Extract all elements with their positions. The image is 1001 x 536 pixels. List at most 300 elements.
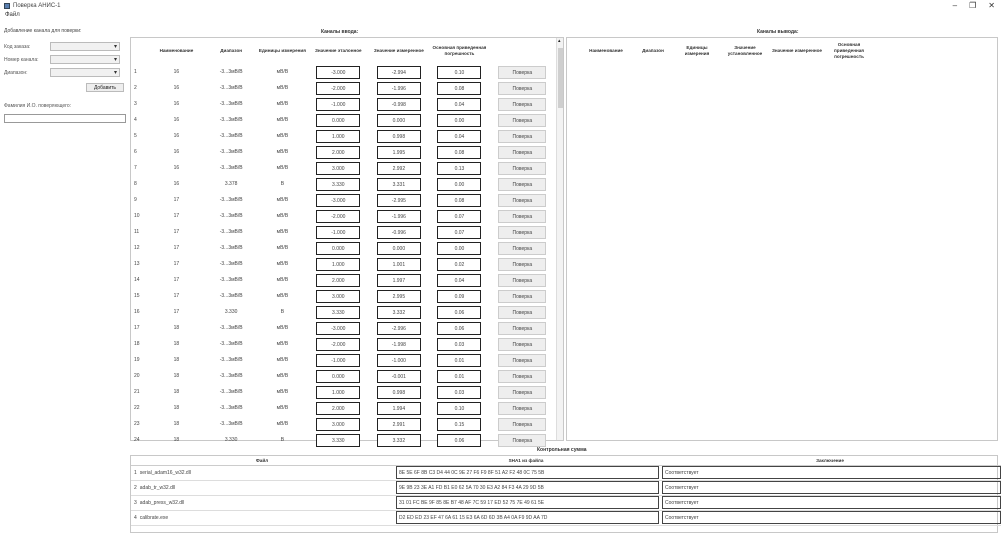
table-row: [131, 80, 555, 96]
scroll-up-icon[interactable]: ▴: [558, 38, 561, 44]
column-header: Основная приведенная погрешность: [432, 45, 487, 56]
channel-name-cell: 17: [173, 309, 180, 315]
order-code-combo[interactable]: [50, 42, 120, 51]
conclusion-value: Соответствует: [662, 466, 1001, 479]
conclusion-cell: [659, 510, 1001, 525]
error-value-field: 0.06: [437, 306, 481, 319]
table-row: [131, 256, 555, 272]
measured-value-cell: [369, 208, 430, 224]
error-value-field: 0.04: [437, 274, 481, 287]
verify-button[interactable]: Поверка: [498, 418, 546, 431]
measured-value-cell: [369, 320, 430, 336]
reference-value-field[interactable]: 3.330: [316, 178, 360, 191]
verify-button[interactable]: Поверка: [498, 338, 546, 351]
hash-value: 9E 9B 23 3E A1 FD B1 E0 62 5A 70 30 E3 A2 84 F3 4A 29 9D 5B: [396, 481, 659, 494]
hash-cell: [393, 480, 659, 495]
unit-cell: мВ/В: [276, 101, 289, 107]
range-cell: -3...3мВ/В: [219, 85, 243, 91]
verify-button[interactable]: Поверка: [498, 114, 546, 127]
table-header-row: [131, 456, 1001, 465]
verify-button[interactable]: Поверка: [498, 274, 546, 287]
menu-bar: [5, 12, 20, 18]
measured-value-cell: [369, 96, 430, 112]
verify-cell: [490, 208, 555, 224]
unit-cell: В: [280, 181, 285, 187]
error-value-field: 0.04: [437, 98, 481, 111]
verify-cell: [490, 64, 555, 80]
table-row: [131, 208, 555, 224]
unit-cell: мВ/В: [276, 197, 289, 203]
verify-button[interactable]: Поверка: [498, 130, 546, 143]
channel-name-cell: 16: [173, 85, 180, 91]
table-row: [131, 64, 555, 80]
error-cell: [429, 384, 490, 400]
range-cell: -3...3мВ/В: [219, 69, 243, 75]
error-value-field: 0.01: [437, 354, 481, 367]
verify-cell: [490, 144, 555, 160]
measured-value-cell: [369, 304, 430, 320]
reference-value-field[interactable]: -3.000: [316, 322, 360, 335]
verify-button[interactable]: Поверка: [498, 146, 546, 159]
reference-value-field[interactable]: -1.000: [316, 226, 360, 239]
verify-button[interactable]: Поверка: [498, 82, 546, 95]
file-cell: [131, 495, 393, 510]
reference-value-cell: [308, 352, 369, 368]
checksum-body: [131, 465, 1001, 525]
unit-cell: мВ/В: [276, 149, 289, 155]
range-cell: -3...3мВ/В: [219, 373, 243, 379]
reference-value-field[interactable]: 2.000: [316, 146, 360, 159]
unit-cell: мВ/В: [276, 389, 289, 395]
table-row: [131, 400, 555, 416]
menu-file[interactable]: Файл: [5, 12, 20, 18]
channel-name-cell: 17: [173, 229, 180, 235]
output-channels-table: [567, 38, 999, 64]
verify-cell: [490, 400, 555, 416]
verify-cell: [490, 192, 555, 208]
row-index: 17: [134, 325, 140, 331]
column-header: Значение измеренное: [772, 48, 822, 53]
error-cell: [429, 288, 490, 304]
channel-name-cell: 17: [173, 277, 180, 283]
reference-value-field[interactable]: 1.000: [316, 130, 360, 143]
error-value-field: 0.06: [437, 322, 481, 335]
output-channels-title: Каналы вывода:: [757, 29, 799, 35]
table-row: [131, 240, 555, 256]
channel-name-cell: 16: [173, 69, 180, 75]
measured-value-field[interactable]: -2.994: [377, 66, 421, 79]
reference-value-cell: [308, 240, 369, 256]
channel-number-combo[interactable]: [50, 55, 120, 64]
table-row: [131, 112, 555, 128]
range-cell: -3...3мВ/В: [219, 389, 243, 395]
measured-value-field[interactable]: 0.998: [377, 386, 421, 399]
reference-value-field[interactable]: -2.000: [316, 210, 360, 223]
verify-button[interactable]: Поверка: [498, 66, 546, 79]
measured-value-field[interactable]: 2.991: [377, 418, 421, 431]
row-index: 11: [134, 229, 140, 235]
unit-cell: В: [280, 437, 285, 443]
range-cell: -3...3мВ/В: [219, 341, 243, 347]
column-header: Диапазон: [642, 48, 664, 53]
reference-value-cell: [308, 128, 369, 144]
channel-name-cell: 16: [173, 133, 180, 139]
channel-name-cell: 18: [173, 325, 180, 331]
measured-value-field[interactable]: -1.998: [377, 338, 421, 351]
measured-value-field[interactable]: -1.996: [377, 210, 421, 223]
row-index: 15: [134, 293, 140, 299]
reference-value-field[interactable]: 3.330: [316, 306, 360, 319]
hash-cell: [393, 465, 659, 480]
measured-value-cell: [369, 272, 430, 288]
reference-value-cell: [308, 304, 369, 320]
column-header: Заключение: [659, 456, 1001, 465]
measured-value-field[interactable]: -2.995: [377, 194, 421, 207]
reference-value-field[interactable]: 3.330: [316, 434, 360, 447]
checksum-table: [131, 456, 1001, 526]
measured-value-field[interactable]: -0.001: [377, 370, 421, 383]
error-value-field: 0.00: [437, 178, 481, 191]
verify-button[interactable]: Поверка: [498, 306, 546, 319]
input-scrollbar[interactable]: [556, 38, 563, 440]
verify-cell: [490, 176, 555, 192]
measured-value-field[interactable]: 0.000: [377, 114, 421, 127]
column-header: Единицы измерения: [258, 48, 306, 53]
conclusion-value: Соответствует: [662, 511, 1001, 524]
scroll-thumb[interactable]: [558, 48, 563, 108]
reference-value-field[interactable]: 2.000: [316, 274, 360, 287]
file-name: calibrate.exe: [139, 514, 169, 521]
conclusion-cell: [659, 465, 1001, 480]
error-value-field: 0.09: [437, 290, 481, 303]
input-channels-body: [131, 64, 555, 448]
error-value-field: 0.08: [437, 146, 481, 159]
measured-value-field[interactable]: 0.998: [377, 130, 421, 143]
measured-value-cell: [369, 288, 430, 304]
row-index: 18: [134, 341, 140, 347]
error-cell: [429, 320, 490, 336]
table-row: [131, 432, 555, 448]
table-row: [131, 384, 555, 400]
verify-button[interactable]: Поверка: [498, 322, 546, 335]
reference-value-field[interactable]: 0.000: [316, 114, 360, 127]
verify-cell: [490, 80, 555, 96]
reference-value-cell: [308, 384, 369, 400]
conclusion-cell: [659, 480, 1001, 495]
reference-value-field[interactable]: -1.000: [316, 98, 360, 111]
error-cell: [429, 352, 490, 368]
error-cell: [429, 64, 490, 80]
channel-name-cell: 17: [173, 261, 180, 267]
reference-value-cell: [308, 144, 369, 160]
reference-value-cell: [308, 176, 369, 192]
row-index: 24: [134, 437, 140, 443]
measured-value-cell: [369, 160, 430, 176]
range-cell: -3...3мВ/В: [219, 277, 243, 283]
file-cell: [131, 510, 393, 525]
table-row: [131, 176, 555, 192]
add-button[interactable]: Добавить: [86, 83, 124, 92]
unit-cell: мВ/В: [276, 405, 289, 411]
error-cell: [429, 400, 490, 416]
verify-cell: [490, 304, 555, 320]
verify-cell: [490, 288, 555, 304]
file-index: 3: [134, 499, 137, 506]
column-header: Значение измеренное: [373, 48, 424, 53]
error-value-field: 0.04: [437, 130, 481, 143]
maximize-icon[interactable]: ❐: [969, 1, 977, 10]
verify-cell: [490, 336, 555, 352]
row-index: 8: [134, 181, 137, 187]
reference-value-cell: [308, 224, 369, 240]
reference-value-field[interactable]: 3.000: [316, 162, 360, 175]
add-channel-title: Добавление канала для поверки:: [4, 28, 82, 34]
range-cell: -3...3мВ/В: [219, 261, 243, 267]
error-value-field: 0.00: [437, 114, 481, 127]
measured-value-cell: [369, 192, 430, 208]
range-cell: -3...3мВ/В: [219, 421, 243, 427]
error-cell: [429, 144, 490, 160]
minimize-icon[interactable]: –: [952, 1, 958, 10]
verify-button[interactable]: Поверка: [498, 98, 546, 111]
verify-button[interactable]: Поверка: [498, 242, 546, 255]
unit-cell: мВ/В: [276, 341, 289, 347]
channel-name-cell: 17: [173, 245, 180, 251]
conclusion-value: Соответствует: [662, 496, 1001, 509]
checksum-panel: [130, 447, 998, 533]
verify-button[interactable]: Поверка: [498, 370, 546, 383]
verify-button[interactable]: Поверка: [498, 194, 546, 207]
range-cell: -3...3мВ/В: [219, 213, 243, 219]
error-cell: [429, 336, 490, 352]
error-cell: [429, 304, 490, 320]
reference-value-field[interactable]: -2.000: [316, 338, 360, 351]
measured-value-cell: [369, 112, 430, 128]
channel-name-cell: 17: [173, 293, 180, 299]
reference-value-field[interactable]: 1.000: [316, 258, 360, 271]
reference-value-field[interactable]: -2.000: [316, 82, 360, 95]
error-cell: [429, 112, 490, 128]
reference-value-cell: [308, 96, 369, 112]
reference-value-field[interactable]: 0.000: [316, 242, 360, 255]
close-icon[interactable]: ✕: [988, 1, 995, 10]
measured-value-cell: [369, 368, 430, 384]
row-index: 14: [134, 277, 140, 283]
verify-cell: [490, 256, 555, 272]
range-combo[interactable]: [50, 68, 120, 77]
reference-value-cell: [308, 416, 369, 432]
verifier-input[interactable]: [4, 114, 126, 123]
table-row: [131, 192, 555, 208]
file-index: 2: [134, 484, 137, 491]
measured-value-field[interactable]: -0.996: [377, 226, 421, 239]
measured-value-cell: [369, 240, 430, 256]
verify-cell: [490, 320, 555, 336]
column-header: Наименование: [589, 48, 623, 53]
chevron-down-icon: ▾: [113, 70, 117, 76]
unit-cell: мВ/В: [276, 261, 289, 267]
range-cell: -3...3мВ/В: [219, 325, 243, 331]
unit-cell: мВ/В: [276, 165, 289, 171]
reference-value-cell: [308, 320, 369, 336]
measured-value-cell: [369, 64, 430, 80]
unit-cell: мВ/В: [276, 293, 289, 299]
error-value-field: 0.15: [437, 418, 481, 431]
input-channels-table: [131, 38, 555, 448]
reference-value-field[interactable]: 0.000: [316, 370, 360, 383]
file-index: 4: [134, 514, 137, 521]
unit-cell: мВ/В: [276, 357, 289, 363]
range-cell: -3...3мВ/В: [219, 357, 243, 363]
reference-value-field[interactable]: 3.000: [316, 418, 360, 431]
measured-value-cell: [369, 224, 430, 240]
channel-name-cell: 18: [173, 389, 180, 395]
reference-value-cell: [308, 336, 369, 352]
row-index: 19: [134, 357, 140, 363]
verify-button[interactable]: Поверка: [498, 178, 546, 191]
measured-value-field[interactable]: -2.996: [377, 322, 421, 335]
measured-value-field[interactable]: 1.994: [377, 402, 421, 415]
unit-cell: мВ/В: [276, 117, 289, 123]
channel-number-label: Номер канала:: [4, 56, 39, 63]
reference-value-cell: [308, 400, 369, 416]
row-index: 4: [134, 117, 137, 123]
app-icon: [4, 3, 10, 9]
table-row: [131, 320, 555, 336]
row-index: 16: [134, 309, 140, 315]
measured-value-field[interactable]: 1.995: [377, 146, 421, 159]
error-cell: [429, 160, 490, 176]
measured-value-field[interactable]: 2.992: [377, 162, 421, 175]
row-index: 13: [134, 261, 140, 267]
channel-name-cell: 18: [173, 341, 180, 347]
row-index: 2: [134, 85, 137, 91]
reference-value-cell: [308, 432, 369, 448]
error-cell: [429, 192, 490, 208]
reference-value-field[interactable]: -3.000: [316, 66, 360, 79]
column-header: Основная приведенная погрешность: [834, 42, 864, 59]
measured-value-field[interactable]: -0.998: [377, 98, 421, 111]
verify-button[interactable]: Поверка: [498, 290, 546, 303]
reference-value-cell: [308, 208, 369, 224]
channel-name-cell: 17: [173, 197, 180, 203]
error-value-field: 0.00: [437, 242, 481, 255]
measured-value-cell: [369, 384, 430, 400]
error-cell: [429, 80, 490, 96]
measured-value-field[interactable]: 1.001: [377, 258, 421, 271]
verify-button[interactable]: Поверка: [498, 226, 546, 239]
verify-button[interactable]: Поверка: [498, 434, 546, 447]
row-index: 5: [134, 133, 137, 139]
measured-value-cell: [369, 416, 430, 432]
table-row: [131, 144, 555, 160]
verify-button[interactable]: Поверка: [498, 162, 546, 175]
verify-button[interactable]: Поверка: [498, 354, 546, 367]
verify-cell: [490, 96, 555, 112]
column-header: [490, 38, 555, 64]
measured-value-cell: [369, 432, 430, 448]
add-channel-panel: [0, 24, 128, 534]
verify-button[interactable]: Поверка: [498, 386, 546, 399]
error-cell: [429, 432, 490, 448]
channel-name-cell: 18: [173, 421, 180, 427]
reference-value-cell: [308, 64, 369, 80]
channel-name-cell: 17: [173, 213, 180, 219]
measured-value-field[interactable]: -1.000: [377, 354, 421, 367]
reference-value-field[interactable]: 3.000: [316, 290, 360, 303]
measured-value-cell: [369, 128, 430, 144]
row-index: 6: [134, 149, 137, 155]
channel-name-cell: 18: [173, 357, 180, 363]
unit-cell: В: [280, 309, 285, 315]
reference-value-cell: [308, 256, 369, 272]
range-label: Диапазон:: [4, 69, 28, 76]
reference-value-field[interactable]: -1.000: [316, 354, 360, 367]
row-index: 23: [134, 421, 140, 427]
row-index: 20: [134, 373, 140, 379]
row-index: 7: [134, 165, 137, 171]
range-cell: 3.378: [224, 181, 238, 187]
reference-value-field[interactable]: 1.000: [316, 386, 360, 399]
file-index: 1: [134, 469, 137, 476]
channel-name-cell: 16: [173, 181, 180, 187]
verify-button[interactable]: Поверка: [498, 402, 546, 415]
measured-value-field[interactable]: -1.996: [377, 82, 421, 95]
range-cell: -3...3мВ/В: [219, 293, 243, 299]
verify-cell: [490, 272, 555, 288]
error-value-field: 0.08: [437, 194, 481, 207]
file-name: serial_adam16_w32.dll: [139, 469, 191, 476]
reference-value-cell: [308, 112, 369, 128]
table-row: [131, 272, 555, 288]
reference-value-field[interactable]: -3.000: [316, 194, 360, 207]
unit-cell: мВ/В: [276, 373, 289, 379]
verify-button[interactable]: Поверка: [498, 210, 546, 223]
conclusion-value: Соответствует: [662, 481, 1001, 494]
measured-value-field[interactable]: 0.000: [377, 242, 421, 255]
measured-value-field[interactable]: 2.995: [377, 290, 421, 303]
error-value-field: 0.07: [437, 226, 481, 239]
error-cell: [429, 240, 490, 256]
reference-value-field[interactable]: 2.000: [316, 402, 360, 415]
verify-button[interactable]: Поверка: [498, 258, 546, 271]
measured-value-cell: [369, 256, 430, 272]
table-row: [131, 128, 555, 144]
table-row: [131, 96, 555, 112]
measured-value-field[interactable]: 3.332: [377, 434, 421, 447]
window-title: Поверка АНИС-1: [13, 2, 61, 9]
column-header: Файл: [131, 456, 393, 465]
range-cell: 3.330: [224, 309, 238, 315]
measured-value-field[interactable]: 1.997: [377, 274, 421, 287]
file-cell: [131, 480, 393, 495]
error-value-field: 0.10: [437, 66, 481, 79]
unit-cell: мВ/В: [276, 229, 289, 235]
chevron-down-icon: ▾: [113, 44, 117, 50]
verify-cell: [490, 432, 555, 448]
reference-value-cell: [308, 192, 369, 208]
range-cell: -3...3мВ/В: [219, 149, 243, 155]
table-row: [131, 368, 555, 384]
error-value-field: 0.08: [437, 82, 481, 95]
measured-value-cell: [369, 176, 430, 192]
unit-cell: мВ/В: [276, 85, 289, 91]
unit-cell: мВ/В: [276, 69, 289, 75]
measured-value-field[interactable]: 3.331: [377, 178, 421, 191]
error-value-field: 0.01: [437, 370, 481, 383]
reference-value-cell: [308, 288, 369, 304]
measured-value-field[interactable]: 3.332: [377, 306, 421, 319]
